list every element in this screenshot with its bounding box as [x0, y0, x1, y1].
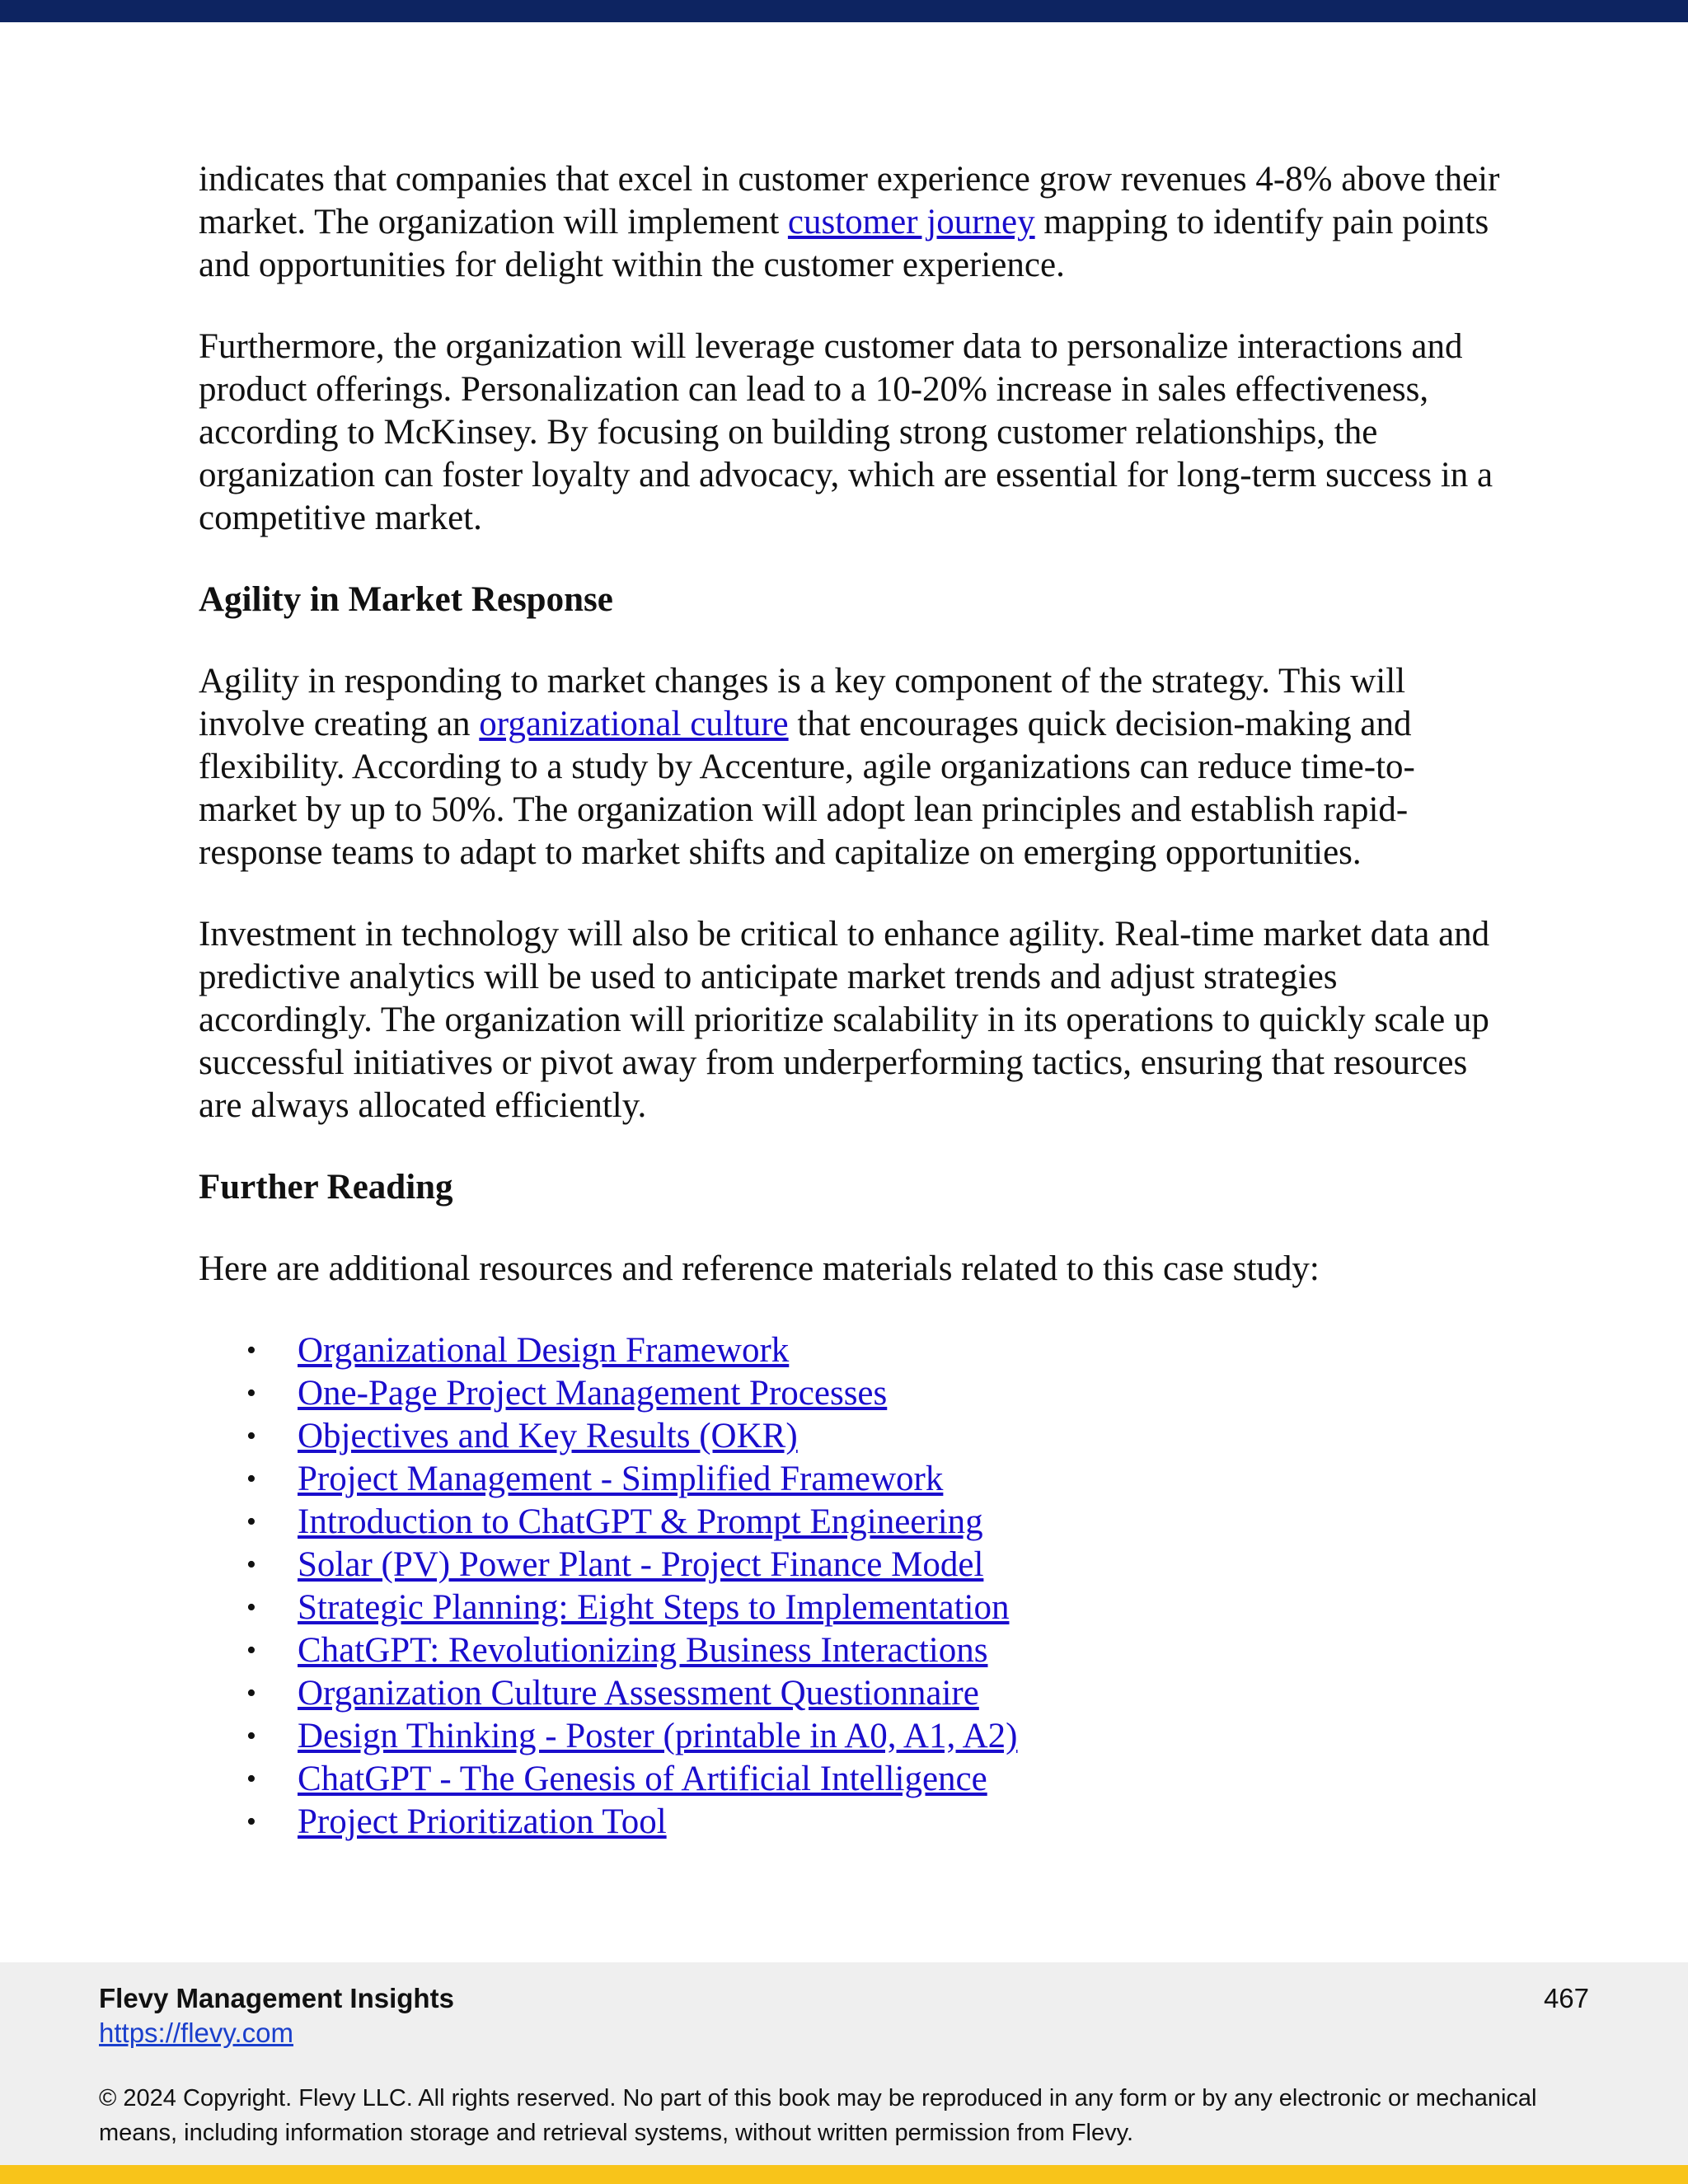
agility-heading: Agility in Market Response	[199, 580, 613, 619]
reading-link[interactable]: Organizational Design Framework	[298, 1331, 790, 1370]
reading-list-item	[199, 1758, 1501, 1801]
reading-list-item	[199, 1715, 1501, 1758]
agility-paragraph-2: Investment in technology will also be critical to enhance agility. Real-time market data and predictive analytics will be used to anticipate market trends and adjust strategies accordingly. The organization will prioritize scalability in its operations to quickly scale up successful initiatives or pivot away from underperforming tactics, ensuring that resources are always allocated efficiently.	[199, 915, 1490, 1125]
reading-link[interactable]: ChatGPT: Revolutionizing Business Interactions	[298, 1631, 988, 1670]
reading-link[interactable]: Introduction to ChatGPT & Prompt Engineering	[298, 1502, 983, 1541]
further-reading-heading: Further Reading	[199, 1168, 453, 1207]
further-reading-list	[199, 1329, 1501, 1844]
reading-list-item	[199, 1801, 1501, 1844]
bullet-icon: •	[246, 1464, 256, 1494]
bullet-icon: •	[246, 1678, 256, 1708]
footer-brand: Flevy Management Insights	[99, 1983, 454, 2013]
reading-link[interactable]: Project Management - Simplified Framework	[298, 1460, 944, 1498]
intro-paragraph-1: indicates that companies that excel in customer experience grow revenues 4-8% above their market. The organization will implement customer journey mapping to identify pain points and opportunities for delight within the customer experience.	[199, 160, 1500, 284]
reading-link[interactable]: Solar (PV) Power Plant - Project Finance Model	[298, 1545, 984, 1584]
bullet-icon: •	[246, 1592, 256, 1623]
customer-journey-link[interactable]: customer journey	[787, 203, 1035, 241]
bullet-icon: •	[246, 1507, 256, 1537]
reading-link[interactable]: ChatGPT - The Genesis of Artificial Intelligence	[298, 1760, 987, 1798]
bullet-icon: •	[246, 1807, 256, 1837]
bullet-icon: •	[246, 1764, 256, 1794]
page-footer	[0, 1962, 1688, 2165]
reading-list-item	[199, 1372, 1501, 1415]
organizational-culture-link[interactable]: organizational culture	[479, 705, 789, 743]
footer-url-link[interactable]: https://flevy.com	[99, 2018, 293, 2048]
bullet-icon: •	[246, 1721, 256, 1751]
reading-link[interactable]: Design Thinking - Poster (printable in A0, A1, A2)	[298, 1717, 1018, 1755]
intro-paragraph-2: Furthermore, the organization will leverage customer data to personalize interactions and product offerings. Personalization can lead to a 10-20% increase in sales effectiveness, according to McKinsey. By focusing on building strong customer relationships, the organization can foster loyalty and advocacy, which are essential for long-term success in a competitive market.	[199, 327, 1493, 537]
copyright-notice: © 2024 Copyright. Flevy LLC. All rights reserved. No part of this book may be reproduced in any form or by any electronic or mechanical means, including information storage and retrieval systems, without written permission from Flevy.	[99, 2085, 1537, 2146]
page-content	[199, 158, 1501, 1844]
bullet-icon: •	[246, 1421, 256, 1451]
reading-list-item	[199, 1544, 1501, 1586]
bullet-icon: •	[246, 1635, 256, 1666]
agility-paragraph-1: Agility in responding to market changes is a key component of the strategy. This will involve creating an organizational culture that encourages quick decision-making and flexibility. According to a study by Accenture, agile organizations can reduce time-to-market by up to 50%. The organization will adopt lean principles and establish rapid-response teams to adapt to market shifts and capitalize on emerging opportunities.	[199, 662, 1415, 872]
bullet-icon: •	[246, 1335, 256, 1366]
bullet-icon: •	[246, 1549, 256, 1580]
reading-list-item	[199, 1586, 1501, 1629]
reading-link[interactable]: One-Page Project Management Processes	[298, 1374, 888, 1413]
page-number: 467	[1543, 1983, 1589, 2013]
reading-list-item	[199, 1415, 1501, 1458]
bullet-icon: •	[246, 1378, 256, 1408]
reading-link[interactable]: Objectives and Key Results (OKR)	[298, 1417, 798, 1455]
reading-list-item	[199, 1629, 1501, 1672]
top-accent-bar	[0, 0, 1688, 22]
reading-link[interactable]: Organization Culture Assessment Questionnaire	[298, 1674, 979, 1713]
reading-link[interactable]: Project Prioritization Tool	[298, 1802, 667, 1841]
reading-list-item	[199, 1672, 1501, 1715]
reading-list-item	[199, 1329, 1501, 1372]
reading-link[interactable]: Strategic Planning: Eight Steps to Implementation	[298, 1588, 1010, 1627]
reading-list-item	[199, 1501, 1501, 1544]
reading-list-item	[199, 1458, 1501, 1501]
further-reading-intro: Here are additional resources and reference materials related to this case study:	[199, 1249, 1320, 1288]
bottom-accent-bar	[0, 2165, 1688, 2184]
